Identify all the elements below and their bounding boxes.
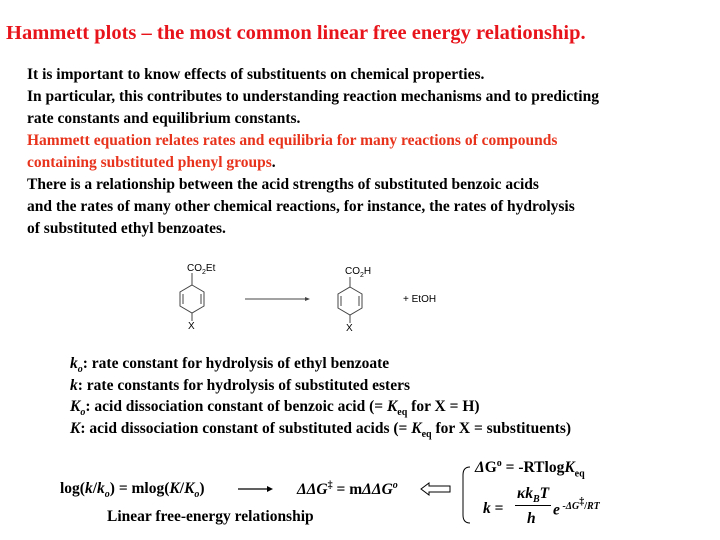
byproduct: + EtOH xyxy=(403,294,437,305)
text-line: In particular, this contributes to understanding reaction mechanisms and to predicting xyxy=(27,88,599,105)
substituent-label: X xyxy=(346,323,353,334)
lfer-caption: Linear free-energy relationship xyxy=(107,508,314,525)
hollow-left-arrow-icon xyxy=(420,482,452,496)
eyring-denominator: h xyxy=(527,510,536,527)
intro-paragraph xyxy=(27,64,599,240)
definition: $k_o$: rate constant for hydrolysis of ethyl benzoate xyxy=(70,355,390,376)
definition: k: rate constants for hydrolysis of substituted esters xyxy=(70,377,410,394)
text-line: There is a relationship between the acid strengths of substituted benzoic acids xyxy=(27,176,539,193)
definition: K: acid dissociation constant of substituted acids (= $K_{eq}$ for X = substituents) xyxy=(70,420,572,441)
hammett-equation: $\log(k/k_o) = mlog(K/K_o)$ xyxy=(60,480,205,501)
definition: $K_o$: acid dissociation constant of benzoic acid (= $K_{eq}$ for X = H) xyxy=(70,398,480,419)
reactant-group: $CO_2Et$ xyxy=(187,263,216,276)
brace-icon xyxy=(458,465,472,525)
dg-equation: $\Delta G^o = -RTlogK_{eq}$ xyxy=(475,458,585,480)
highlight-line: Hammett equation relates rates and equilibria for many reactions of compounds xyxy=(27,132,558,149)
highlight-line: containing substituted phenyl groups xyxy=(27,154,272,171)
eyring-numerator: $\kappa k_BT$ xyxy=(517,485,550,506)
eyring-exponential: e $^{-\Delta G^\ddagger/RT}$ xyxy=(553,497,600,519)
ddg-equation: ΔΔG‡ = mΔΔG$^o$ xyxy=(297,480,398,499)
right-arrow-icon xyxy=(238,484,273,494)
text-line: of substituted ethyl benzoates. xyxy=(27,220,226,237)
reactant-ring xyxy=(180,273,204,321)
text-line: It is important to know effects of substituents on chemical properties. xyxy=(27,66,485,83)
text-line: and the rates of many other chemical reactions, for instance, the rates of hydrolysis xyxy=(27,198,575,215)
period: . xyxy=(271,154,276,171)
substituent-label: X xyxy=(188,321,195,332)
text-line: rate constants and equilibrium constants. xyxy=(27,110,301,127)
product-group: $CO_2H$ xyxy=(345,266,372,279)
product-ring xyxy=(338,277,362,323)
slide-title: Hammett plots – the most common linear free energy relationship. xyxy=(6,22,586,44)
eyring-equation: k = xyxy=(483,500,504,517)
